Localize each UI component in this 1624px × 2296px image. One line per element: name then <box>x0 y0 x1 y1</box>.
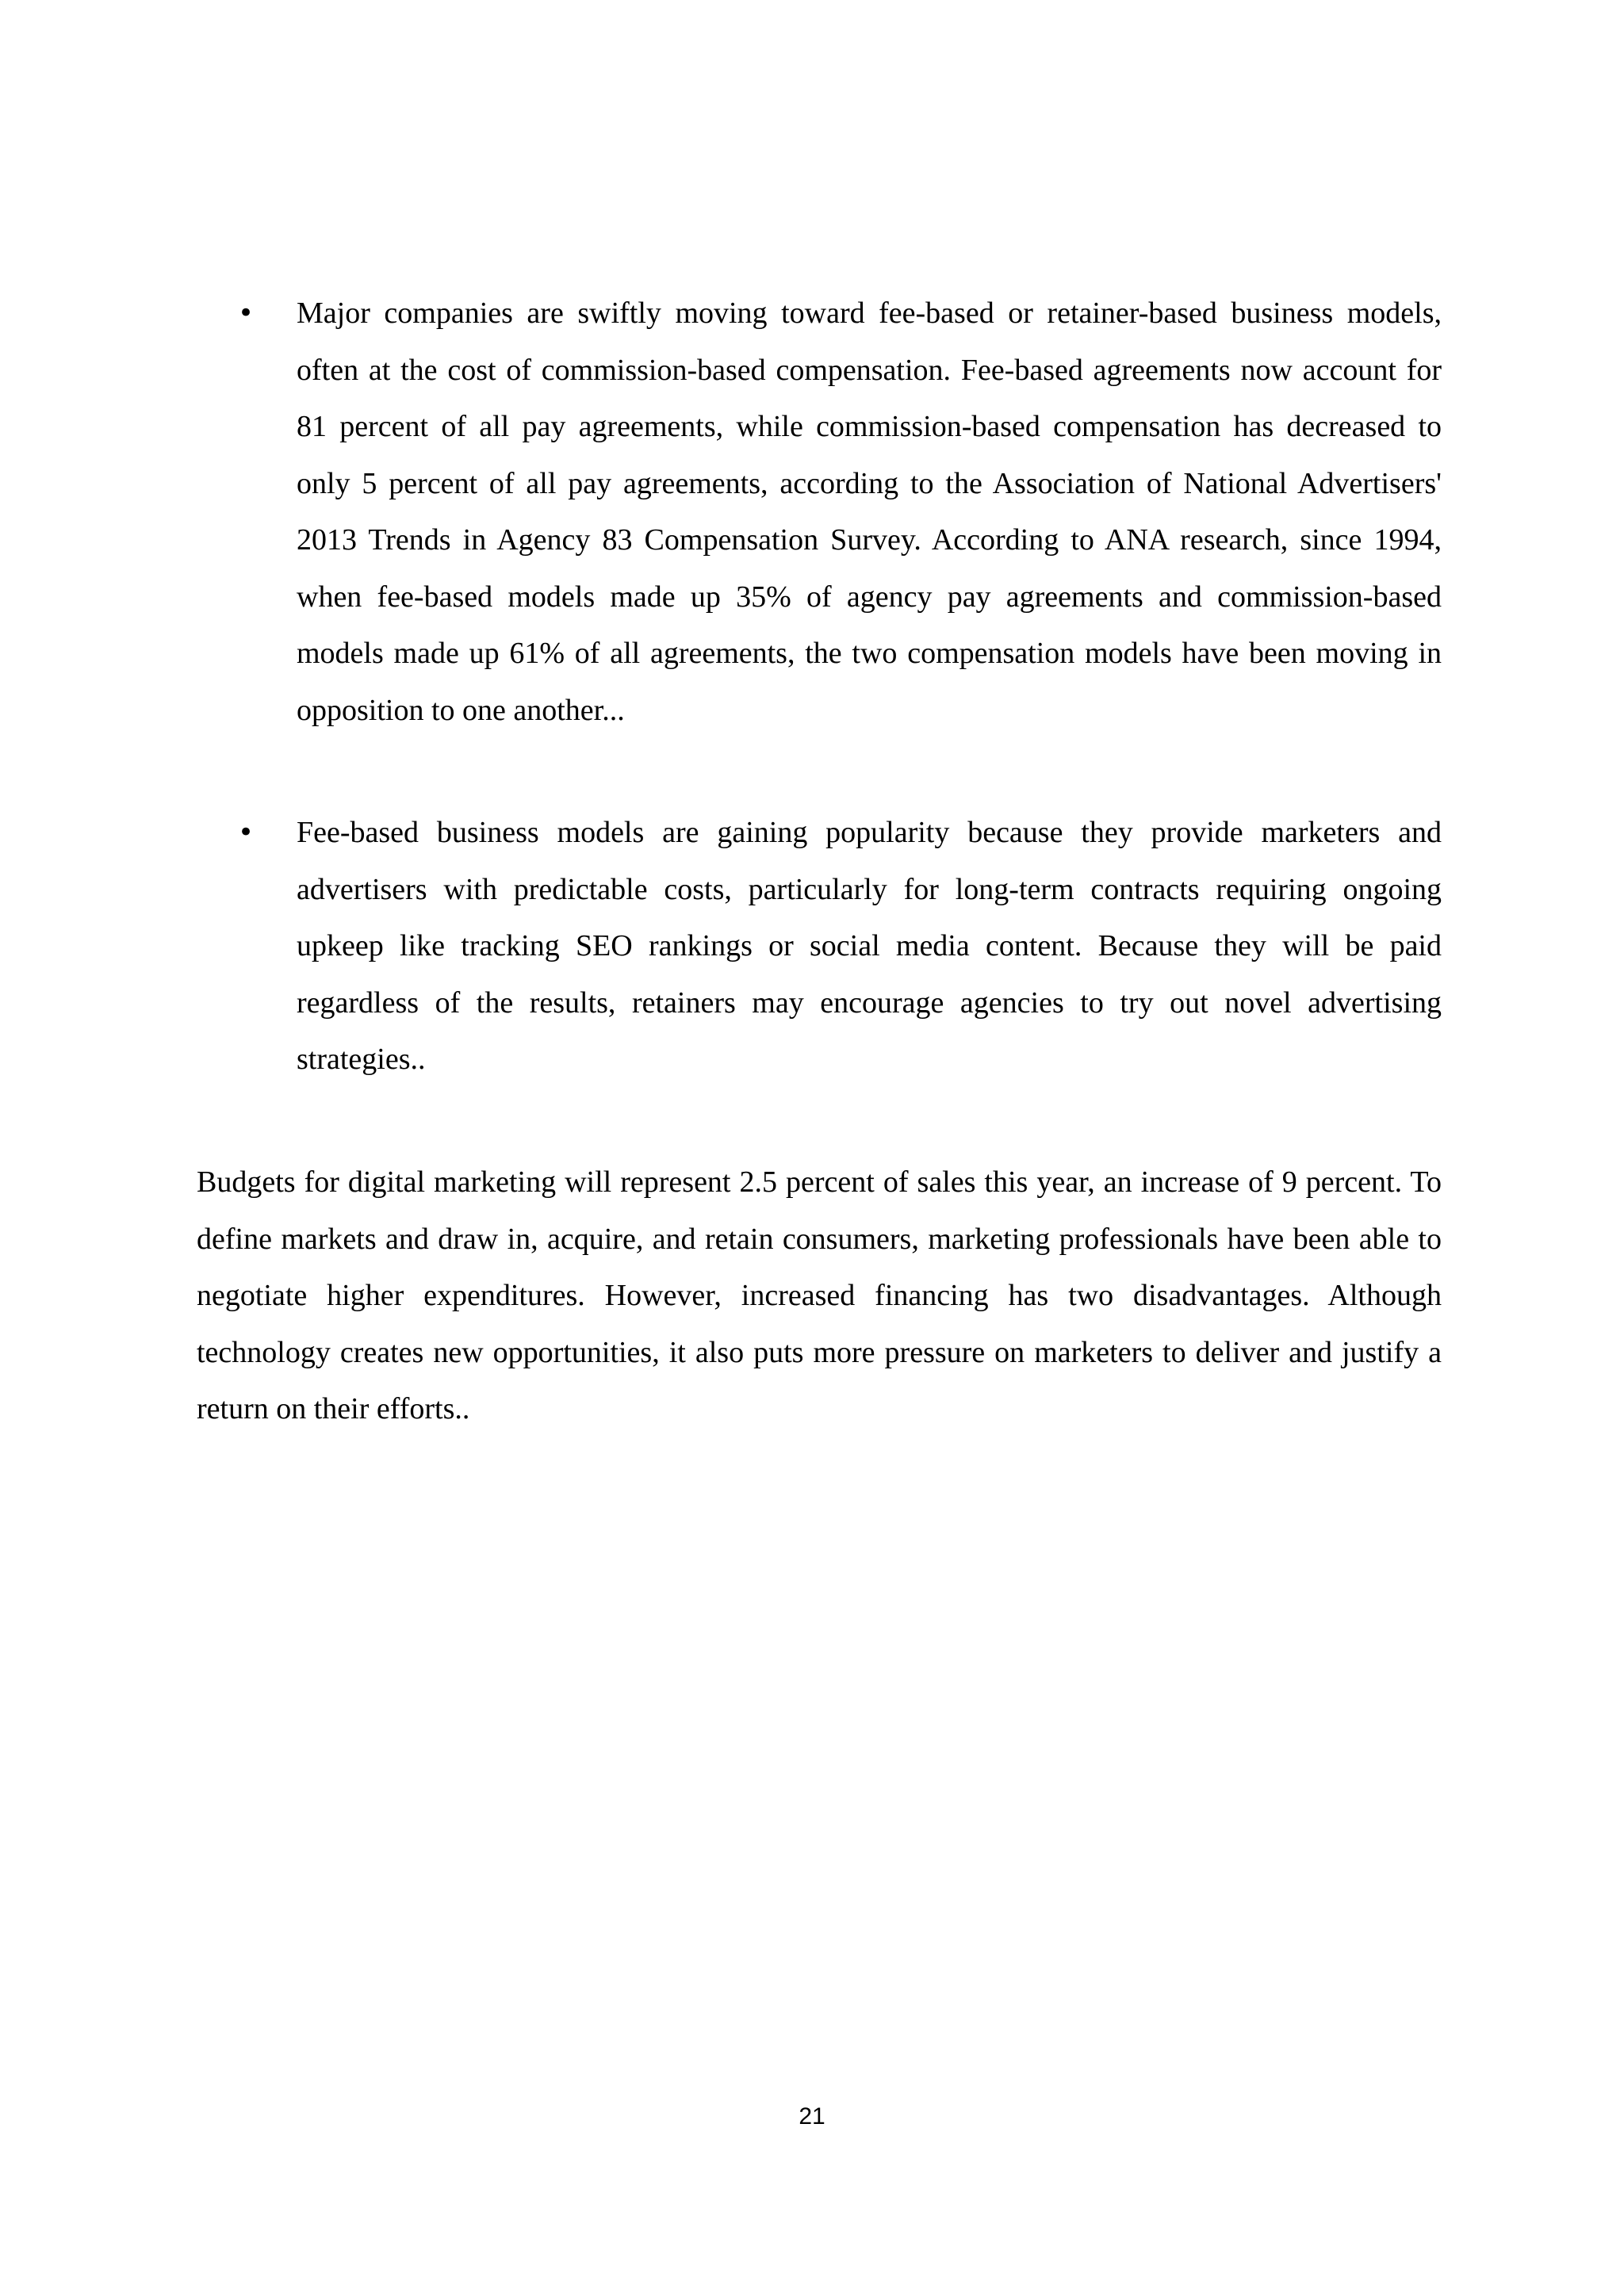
bullet-list <box>238 285 1442 1154</box>
list-item <box>238 805 1442 1089</box>
body-paragraph: Budgets for digital marketing will represent 2.5 percent of sales this year, an increase of 9 percent. To define markets and draw in, acquire, and retain consumers, marketing professionals have been able to negotiate higher expenditures. However, increased financing has two disadvantages. Although technology creates new opportunities, it also puts more pressure on marketers to deliver and justify a return on their efforts.. <box>197 1165 1442 1425</box>
bullet-text: Major companies are swiftly moving toward fee-based or retainer-based business models, often at the cost of commission-based compensation. Fee-based agreements now account for 81 percent of all pay agreements, while commission-based compensation has decreased to only 5 percent of all pay agreements, according to the Association of National Advertisers' 2013 Trends in Agency 83 Compensation Survey. According to ANA research, since 1994, when fee-based models made up 35% of agency pay agreements and commission-based models made up 61% of all agreements, the two compensation models have been moving in opposition to one another... <box>297 297 1442 727</box>
bullet-text: Fee-based business models are gaining popularity because they provide marketers and advertisers with predictable costs, particularly for long-term contracts requiring ongoing upkeep like tracking SEO rankings or social media content. Because they will be paid regardless of the results, retainers may encourage agencies to try out novel advertising strategies.. <box>297 816 1442 1076</box>
bullet-icon: • <box>238 817 255 848</box>
bullet-icon: • <box>238 297 255 329</box>
list-item <box>238 285 1442 739</box>
page-number: 21 <box>799 2103 825 2130</box>
